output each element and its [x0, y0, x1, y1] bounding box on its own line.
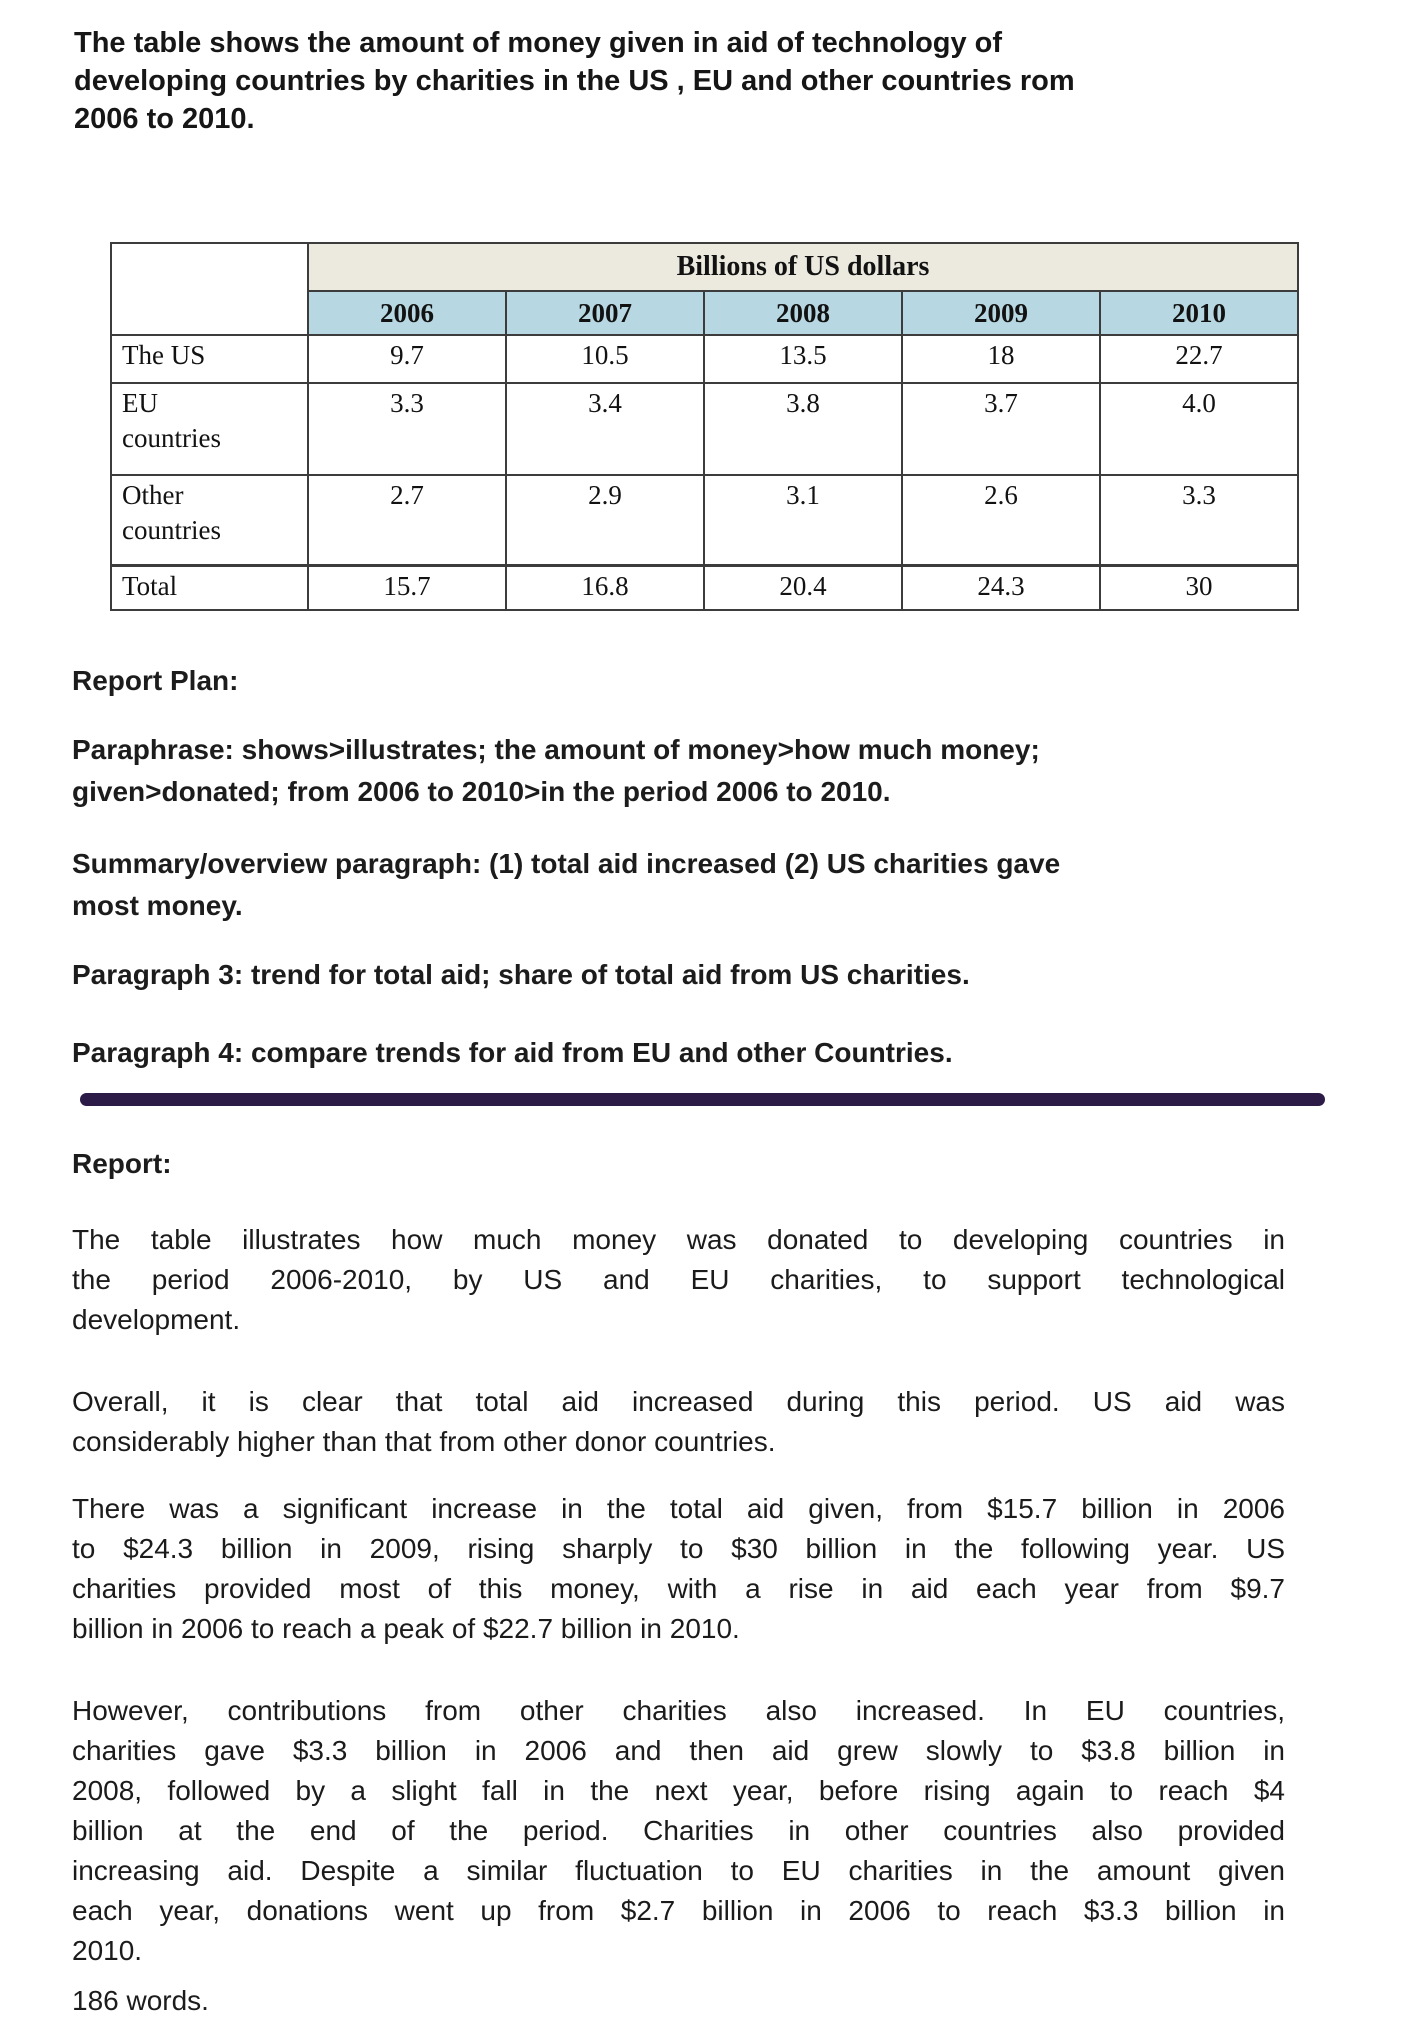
section-divider — [80, 1093, 1325, 1106]
year-header: 2010 — [1100, 291, 1298, 335]
row-label: The US — [111, 335, 308, 383]
report-line: to $24.3 billion in 2009, rising sharply to $30 billion in the following year. US — [72, 1533, 1285, 1564]
value-cell: 9.7 — [308, 335, 506, 383]
table-row — [111, 475, 1298, 566]
plan-line: given>donated; from 2006 to 2010>in the period 2006 to 2010. — [72, 776, 891, 807]
task-description — [74, 24, 1285, 138]
value-cell: 16.8 — [506, 566, 704, 611]
plan-paragraph3 — [72, 954, 1285, 996]
report-paragraph-3 — [72, 1489, 1285, 1649]
report-line: charities gave $3.3 billion in 2006 and then aid grew slowly to $3.8 billion in — [72, 1735, 1285, 1766]
report-paragraph-2 — [72, 1382, 1285, 1462]
table-row — [111, 383, 1298, 475]
report-heading: Report: — [72, 1148, 172, 1179]
plan-summary — [72, 843, 1285, 927]
report-line: However, contributions from other charities also increased. In EU countries, — [72, 1695, 1285, 1726]
plan-line: Paragraph 3: trend for total aid; share of total aid from US charities. — [72, 959, 970, 990]
row-label: EU countries — [111, 383, 308, 475]
plan-line: Summary/overview paragraph: (1) total aid increased (2) US charities gave — [72, 848, 1061, 879]
document-page — [0, 24, 1414, 2024]
value-cell: 3.4 — [506, 383, 704, 475]
report-line: each year, donations went up from $2.7 billion in 2006 to reach $3.3 billion in — [72, 1895, 1285, 1926]
value-cell: 13.5 — [704, 335, 902, 383]
report-line: increasing aid. Despite a similar fluctuation to EU charities in the amount given — [72, 1855, 1285, 1886]
plan-line: Paraphrase: shows>illustrates; the amount of money>how much money; — [72, 734, 1040, 765]
value-cell: 20.4 — [704, 566, 902, 611]
aid-table — [110, 242, 1299, 611]
year-header: 2007 — [506, 291, 704, 335]
year-header: 2009 — [902, 291, 1100, 335]
report-line: development. — [72, 1304, 241, 1335]
report-line: The table illustrates how much money was donated to developing countries in — [72, 1224, 1285, 1255]
plan-line: Paragraph 4: compare trends for aid from EU and other Countries. — [72, 1037, 953, 1068]
report-line: There was a significant increase in the total aid given, from $15.7 billion in 2006 — [72, 1493, 1285, 1524]
report-line: billion in 2006 to reach a peak of $22.7 billion in 2010. — [72, 1613, 740, 1644]
row-label: Total — [111, 566, 308, 611]
row-label: Other countries — [111, 475, 308, 566]
value-cell: 2.6 — [902, 475, 1100, 566]
table-unit-header: Billions of US dollars — [308, 243, 1298, 291]
value-cell: 30 — [1100, 566, 1298, 611]
plan-paraphrase — [72, 729, 1285, 813]
report-plan-heading: Report Plan: — [72, 665, 239, 696]
table-corner-cell — [111, 243, 308, 335]
value-cell: 3.1 — [704, 475, 902, 566]
value-cell: 3.3 — [1100, 475, 1298, 566]
value-cell: 3.3 — [308, 383, 506, 475]
value-cell: 2.9 — [506, 475, 704, 566]
report-line: charities provided most of this money, with a rise in aid each year from $9.7 — [72, 1573, 1285, 1604]
value-cell: 24.3 — [902, 566, 1100, 611]
table-row-total — [111, 566, 1298, 611]
report-line: the period 2006-2010, by US and EU charities, to support technological — [72, 1264, 1285, 1295]
document-content — [0, 24, 1414, 2021]
report-line: billion at the end of the period. Charities in other countries also provided — [72, 1815, 1285, 1846]
value-cell: 4.0 — [1100, 383, 1298, 475]
plan-line: most money. — [72, 890, 243, 921]
report-paragraph-1 — [72, 1220, 1285, 1340]
report-line: 2010. — [72, 1935, 143, 1966]
year-header: 2008 — [704, 291, 902, 335]
plan-paragraph4 — [72, 1032, 1285, 1074]
task-description-line: The table shows the amount of money given in aid of technology of — [74, 27, 1003, 59]
task-description-line: 2006 to 2010. — [74, 103, 255, 135]
report-paragraph-4 — [72, 1691, 1285, 1971]
value-cell: 3.8 — [704, 383, 902, 475]
task-description-line: developing countries by charities in the US , EU and other countries rom — [74, 65, 1075, 97]
value-cell: 15.7 — [308, 566, 506, 611]
value-cell: 10.5 — [506, 335, 704, 383]
value-cell: 22.7 — [1100, 335, 1298, 383]
table-unit-row — [111, 243, 1298, 291]
report-line: considerably higher than that from other donor countries. — [72, 1426, 776, 1457]
table-row — [111, 335, 1298, 383]
report-line: 2008, followed by a slight fall in the next year, before rising again to reach $4 — [72, 1775, 1285, 1806]
value-cell: 18 — [902, 335, 1100, 383]
value-cell: 3.7 — [902, 383, 1100, 475]
value-cell: 2.7 — [308, 475, 506, 566]
year-header: 2006 — [308, 291, 506, 335]
report-line: Overall, it is clear that total aid increased during this period. US aid was — [72, 1386, 1285, 1417]
word-count: 186 words. — [72, 1985, 209, 2016]
